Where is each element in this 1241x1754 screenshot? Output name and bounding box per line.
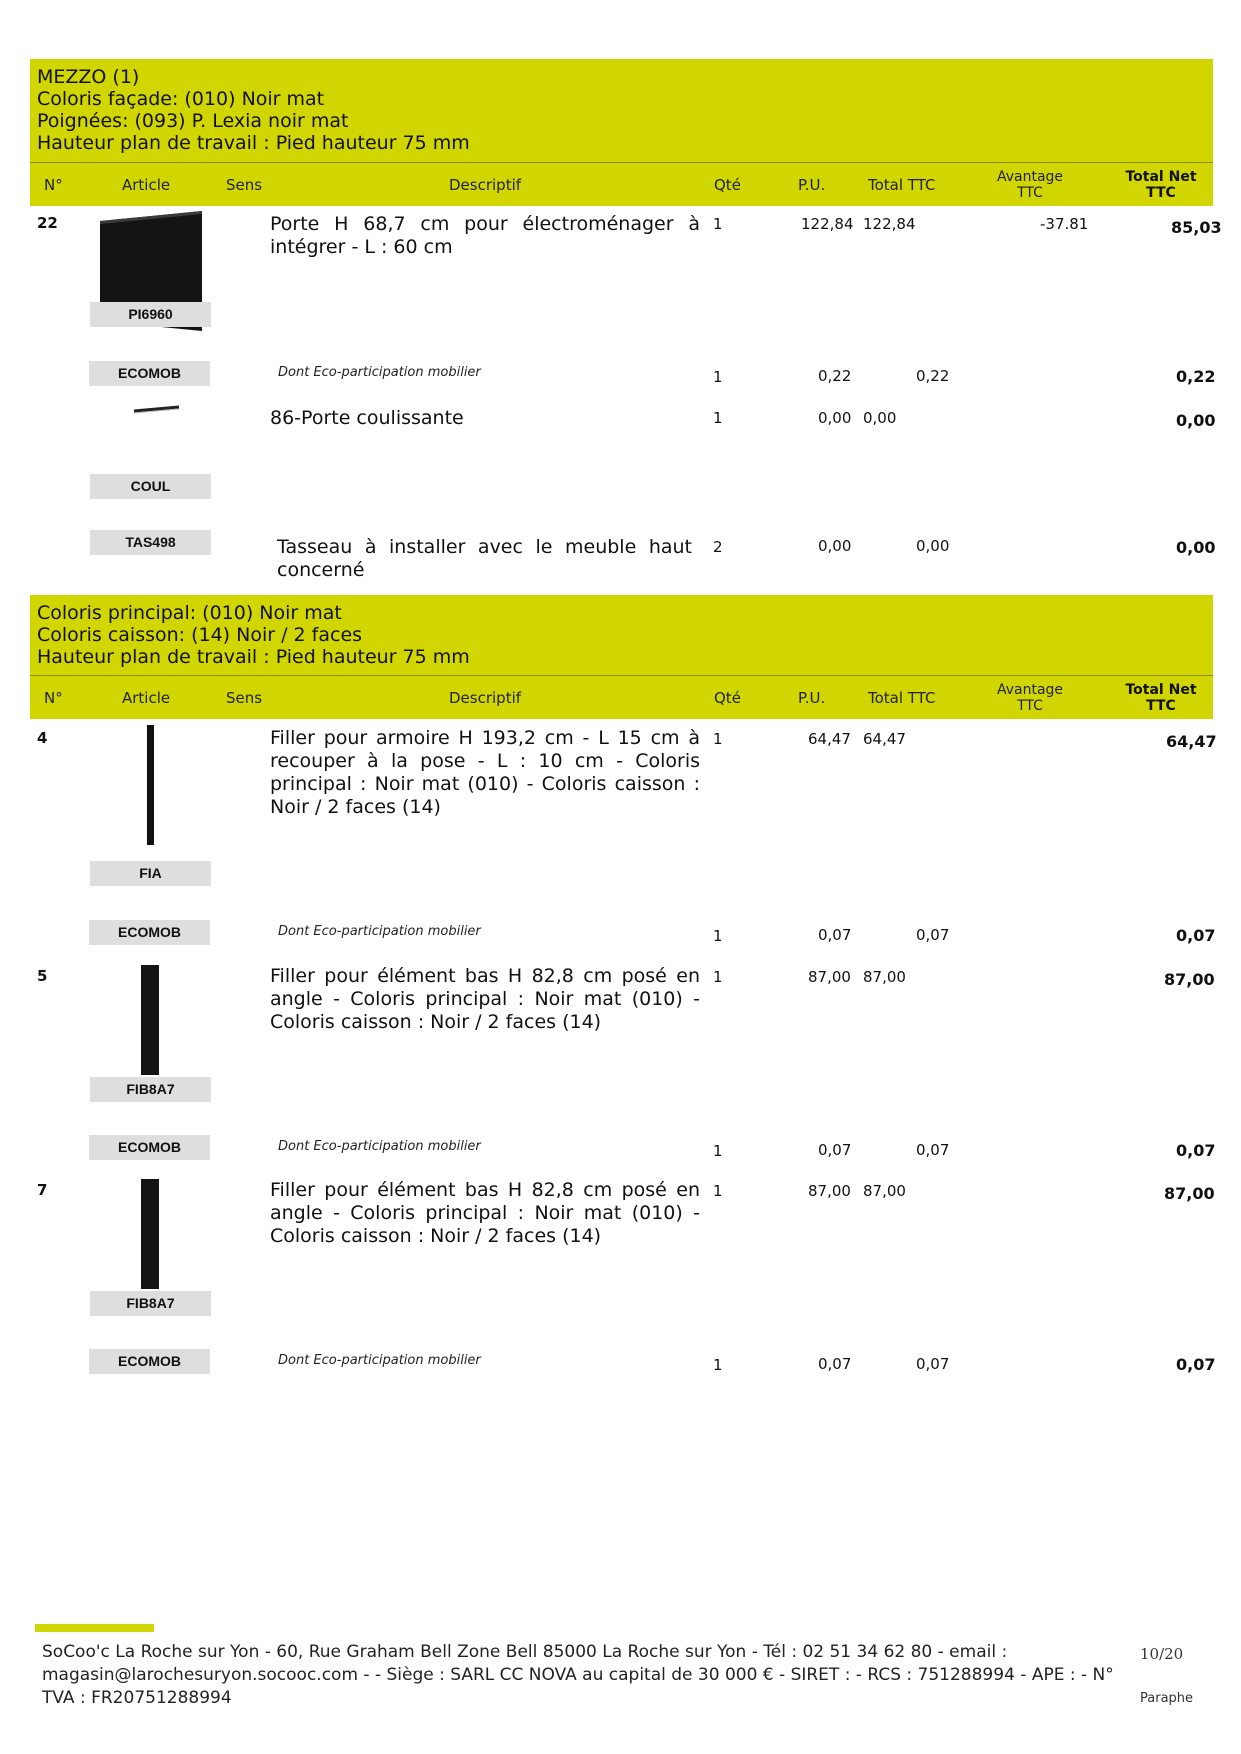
paraphe-label: Paraphe: [1140, 1691, 1194, 1706]
hauteur-plan: Hauteur plan de travail : Pied hauteur 75 mm: [37, 646, 470, 668]
item-unit-price: 0,00: [818, 409, 852, 427]
section-title: MEZZO (1): [37, 66, 140, 88]
item-unit-price: 0,07: [818, 926, 852, 944]
item-total-net: 0,00: [1176, 538, 1216, 557]
coloris-caisson: Coloris caisson: (14) Noir / 2 faces: [37, 624, 363, 646]
row-number: 7: [37, 1181, 48, 1199]
item-total-ttc: 122,84: [863, 215, 916, 233]
item-total-ttc: 0,00: [863, 409, 897, 427]
article-code: FIB8A7: [90, 1077, 211, 1102]
item-qty: 1: [713, 1142, 723, 1160]
item-qty: 1: [713, 1182, 723, 1200]
col-avantage: Avantage TTC: [996, 682, 1064, 714]
item-total-ttc: 0,22: [916, 367, 950, 385]
item-total-net: 0,07: [1176, 926, 1216, 945]
col-total-ttc: Total TTC: [868, 176, 936, 194]
footer-company-info: SoCoo'c La Roche sur Yon - 60, Rue Graham Bell Zone Bell 85000 La Roche sur Yon - Tél : 02 51 34 62 80 - email : magasin@larochesuryon.socooc.com - - Siège : SARL CC NOVA au capital de 30 000 € - SIRET : - RCS : 751288994 - APE : - N° TVA : FR20751288994: [42, 1642, 1114, 1708]
column-header: [30, 675, 1213, 719]
col-sens: Sens: [226, 689, 263, 707]
item-description: 86-Porte coulissante: [270, 407, 464, 429]
col-descriptif: Descriptif: [449, 689, 522, 707]
footer-accent-bar: [35, 1624, 154, 1632]
item-qty: 1: [713, 409, 723, 427]
item-qty: 1: [713, 368, 723, 386]
col-total-net: Total Net TTC: [1125, 169, 1197, 201]
item-qty: 1: [713, 927, 723, 945]
item-total-net: 85,03: [1171, 218, 1222, 237]
col-pu: P.U.: [798, 176, 826, 194]
col-no: N°: [44, 176, 63, 194]
poignees: Poignées: (093) P. Lexia noir mat: [37, 110, 349, 132]
item-total-net: 0,07: [1176, 1355, 1216, 1374]
item-unit-price: 0,07: [818, 1141, 852, 1159]
item-qty: 1: [713, 1356, 723, 1374]
item-total-net: 0,00: [1176, 411, 1216, 430]
item-description: Tasseau à installer avec le meuble haut concerné: [277, 536, 692, 581]
col-avantage: Avantage TTC: [996, 169, 1064, 201]
col-pu: P.U.: [798, 689, 826, 707]
col-total-ttc: Total TTC: [868, 689, 936, 707]
item-description: Porte H 68,7 cm pour électroménager à intégrer - L : 60 cm: [270, 213, 700, 258]
section-header-mezzo: [30, 59, 1213, 162]
article-code: ECOMOB: [89, 1135, 210, 1160]
hauteur-plan: Hauteur plan de travail : Pied hauteur 75 mm: [37, 132, 470, 154]
filler-tall-image: [144, 723, 158, 847]
coloris-principal: Coloris principal: (010) Noir mat: [37, 602, 342, 624]
article-code: PI6960: [90, 302, 211, 327]
article-code: ECOMOB: [89, 361, 210, 386]
item-qty: 1: [713, 968, 723, 986]
item-description: Filler pour élément bas H 82,8 cm posé en angle - Coloris principal : Noir mat (010) - Coloris caisson : Noir / 2 faces (14): [270, 965, 700, 1033]
row-number: 5: [37, 967, 48, 985]
item-total-net: 0,07: [1176, 1141, 1216, 1160]
item-unit-price: 87,00: [808, 1182, 851, 1200]
item-description: Filler pour armoire H 193,2 cm - L 15 cm à recouper à la pose - L : 10 cm - Coloris principal : Noir mat (010) - Coloris caisson : Noir / 2 faces (14): [270, 727, 700, 818]
item-unit-price: 0,07: [818, 1355, 852, 1373]
col-qte: Qté: [714, 689, 741, 707]
article-code: FIA: [90, 861, 211, 886]
article-code: TAS498: [90, 530, 211, 555]
col-descriptif: Descriptif: [449, 176, 522, 194]
article-code: COUL: [90, 474, 211, 499]
row-number: 22: [37, 214, 58, 232]
item-unit-price: 0,22: [818, 367, 852, 385]
item-total-ttc: 0,07: [916, 1355, 950, 1373]
item-total-ttc: 0,07: [916, 926, 950, 944]
article-code: FIB8A7: [90, 1291, 211, 1316]
eco-description: Dont Eco-participation mobilier: [278, 365, 481, 380]
item-qty: 1: [713, 215, 723, 233]
eco-description: Dont Eco-participation mobilier: [278, 924, 481, 939]
col-qte: Qté: [714, 176, 741, 194]
item-total-ttc: 0,07: [916, 1141, 950, 1159]
article-code: ECOMOB: [89, 920, 210, 945]
col-sens: Sens: [226, 176, 263, 194]
col-article: Article: [122, 176, 171, 194]
col-no: N°: [44, 689, 63, 707]
item-qty: 1: [713, 730, 723, 748]
item-unit-price: 64,47: [808, 730, 851, 748]
column-header: [30, 162, 1213, 206]
col-article: Article: [122, 689, 171, 707]
sliding-rail-image: [132, 403, 182, 415]
item-total-net: 64,47: [1166, 732, 1217, 751]
item-unit-price: 122,84: [801, 215, 854, 233]
item-total-ttc: 64,47: [863, 730, 906, 748]
page-number: 10/20: [1140, 1645, 1184, 1663]
item-qty: 2: [713, 538, 723, 556]
eco-description: Dont Eco-participation mobilier: [278, 1353, 481, 1368]
article-code: ECOMOB: [89, 1349, 210, 1374]
row-number: 4: [37, 729, 48, 747]
filler-low-image: [138, 963, 162, 1077]
item-total-ttc: 87,00: [863, 1182, 906, 1200]
eco-description: Dont Eco-participation mobilier: [278, 1139, 481, 1154]
col-total-net: Total Net TTC: [1125, 682, 1197, 714]
item-total-net: 87,00: [1164, 1184, 1215, 1203]
filler-low-image: [138, 1177, 162, 1291]
item-total-ttc: 87,00: [863, 968, 906, 986]
item-description: Filler pour élément bas H 82,8 cm posé en angle - Coloris principal : Noir mat (010) - Coloris caisson : Noir / 2 faces (14): [270, 1179, 700, 1247]
item-avantage: -37.81: [1040, 215, 1089, 233]
item-unit-price: 87,00: [808, 968, 851, 986]
item-total-net: 0,22: [1176, 367, 1216, 386]
item-unit-price: 0,00: [818, 537, 852, 555]
item-total-ttc: 0,00: [916, 537, 950, 555]
item-total-net: 87,00: [1164, 970, 1215, 989]
coloris-facade: Coloris façade: (010) Noir mat: [37, 88, 325, 110]
section-header-coloris: [30, 595, 1213, 676]
